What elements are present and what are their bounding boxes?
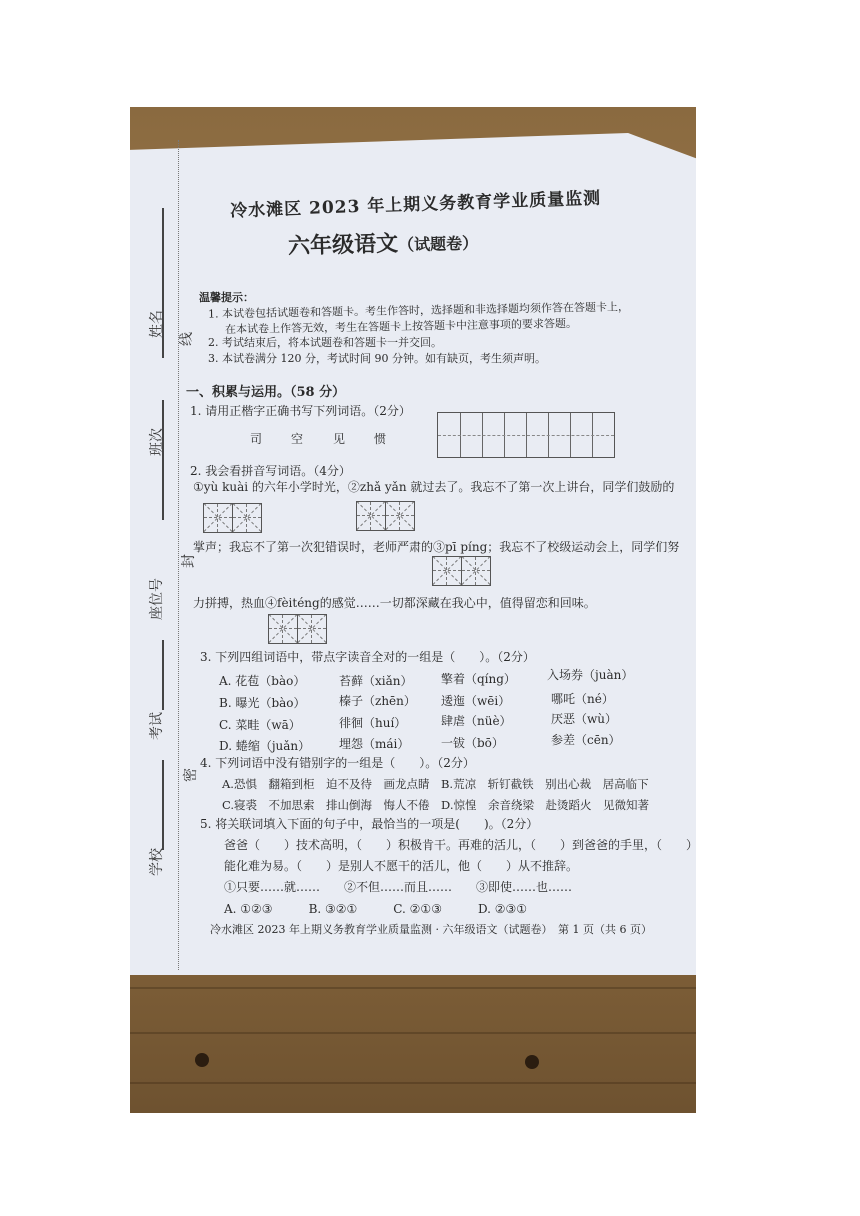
question-1: 1. 请用正楷字正确书写下列词语。（2分） xyxy=(190,404,411,418)
side-label-xian: 线 xyxy=(179,332,195,346)
q3-d-2: 埋怨（mái） xyxy=(339,737,410,751)
side-label-school: 学校 xyxy=(149,848,165,876)
q1-char-4: 惯 xyxy=(374,432,387,446)
question-5: 5. 将关联词填入下面的句子中，最恰当的一项是( )。（2分） xyxy=(200,817,539,831)
notice-line-4: 3. 本试卷满分 120 分，考试时间 90 分钟。如有缺页，考生须声明。 xyxy=(208,352,546,365)
q3-c-1: C. 菜畦（wā） xyxy=(219,718,301,732)
question-2: 2. 我会看拼音写词语。（4分） xyxy=(190,464,351,478)
q2-line-2: 掌声；我忘不了第一次犯错误时，老师严肃的③pī píng；我忘不了校级运动会上，同学们努 xyxy=(193,540,680,554)
q2-answer-box-3[interactable] xyxy=(432,556,491,586)
q4-row-1: A.恐惧 翻箱到柜 迫不及待 画龙点睛 B.荒凉 斩钉截铁 别出心裁 居高临下 xyxy=(222,777,649,791)
q5-options: ①只要……就…… ②不但……而且…… ③即使……也…… xyxy=(224,880,573,894)
notice-line-2: 在本试卷上作答无效，考生在答题卡上按答题卡中注意事项的要求答题。 xyxy=(224,316,578,337)
q3-a-3: 擎着（qíng） xyxy=(441,672,516,686)
notice-line-3: 2. 考试结束后，将本试题卷和答题卡一并交回。 xyxy=(208,336,442,349)
q5-line-2: 能化难为易。（ ）是别人不愿干的活儿，他（ ）从不推辞。 xyxy=(224,859,579,873)
q3-d-4: 参差（cēn） xyxy=(551,733,621,747)
q2-line-1: ①yù kuài 的六年小学时光，②zhǎ yǎn 就过去了。我忘不了第一次上讲台，同学们鼓励的 xyxy=(193,480,675,494)
notice-heading: 温馨提示： xyxy=(199,291,254,304)
q2-answer-box-4[interactable] xyxy=(268,614,327,644)
side-label-mi: 密 xyxy=(183,768,199,782)
q1-char-1: 司 xyxy=(250,432,263,446)
table-hole xyxy=(525,1055,539,1069)
table-hole xyxy=(195,1053,209,1067)
q5-choices: A. ①②③ B. ③②① C. ②①③ D. ②③① xyxy=(224,902,528,916)
q5-line-1: 爸爸（ ）技术高明，（ ）积极肯干。再难的活儿，（ ）到爸爸的手里，（ ） xyxy=(224,838,699,852)
question-3: 3. 下列四组词语中，带点字读音全对的一组是（ ）。（2分） xyxy=(200,650,535,664)
side-label-name: 姓名 xyxy=(149,310,165,338)
q1-char-2: 空 xyxy=(291,432,304,446)
q1-char-3: 见 xyxy=(333,432,346,446)
page-footer: 冷水滩区 2023 年上期义务教育学业质量监测 · 六年级语文（试题卷） 第 1 页（共 6 页） xyxy=(210,923,652,936)
q3-a-2: 苔藓（xiǎn） xyxy=(339,674,413,688)
side-label-exam-room: 考试 xyxy=(149,712,165,740)
side-label-feng: 封 xyxy=(181,554,197,568)
q2-line-3: 力拼搏，热血④fèiténg的感觉……一切都深藏在我心中，值得留恋和回味。 xyxy=(193,596,596,610)
q3-c-2: 徘徊（huí） xyxy=(339,716,407,730)
q3-a-1: A. 花苞（bào） xyxy=(219,674,306,688)
q3-a-4: 入场券（juàn） xyxy=(547,668,634,682)
exam-title: 冷水滩区 2023 年上期义务教育学业质量监测 xyxy=(229,188,602,222)
q3-c-4: 厌恶（wù） xyxy=(551,712,618,726)
q3-b-2: 榛子（zhēn） xyxy=(339,694,416,708)
q3-d-1: D. 蜷缩（juǎn） xyxy=(219,739,311,753)
q2-answer-box-2[interactable] xyxy=(356,501,415,531)
side-label-class: 班次 xyxy=(149,428,165,456)
q3-b-3: 逶迤（wēi） xyxy=(441,694,511,708)
subject-title: 六年级语文（试题卷） xyxy=(287,230,479,260)
side-label-seat: 座位号 xyxy=(149,578,165,620)
question-4: 4. 下列词语中没有错别字的一组是（ ）。（2分） xyxy=(200,756,475,770)
q4-row-2: C.寝裘 不加思索 排山倒海 悔人不倦 D.惊惶 余音绕梁 赴烫蹈火 见微知著 xyxy=(222,798,650,812)
notice-line-1: 1. 本试卷包括试题卷和答题卡。考生作答时，选择题和非选择题均须作答在答题卡上， xyxy=(207,300,630,321)
q3-b-1: B. 曝光（bào） xyxy=(219,696,306,710)
q2-answer-box-1[interactable] xyxy=(203,503,262,533)
section-1-heading: 一、积累与运用。（58 分） xyxy=(186,385,346,400)
q3-d-3: 一钹（bō） xyxy=(441,736,504,750)
q3-b-4: 哪吒（né） xyxy=(551,692,614,706)
q1-writing-grid[interactable] xyxy=(437,412,615,458)
q3-c-3: 肆虐（nüè） xyxy=(441,714,512,728)
